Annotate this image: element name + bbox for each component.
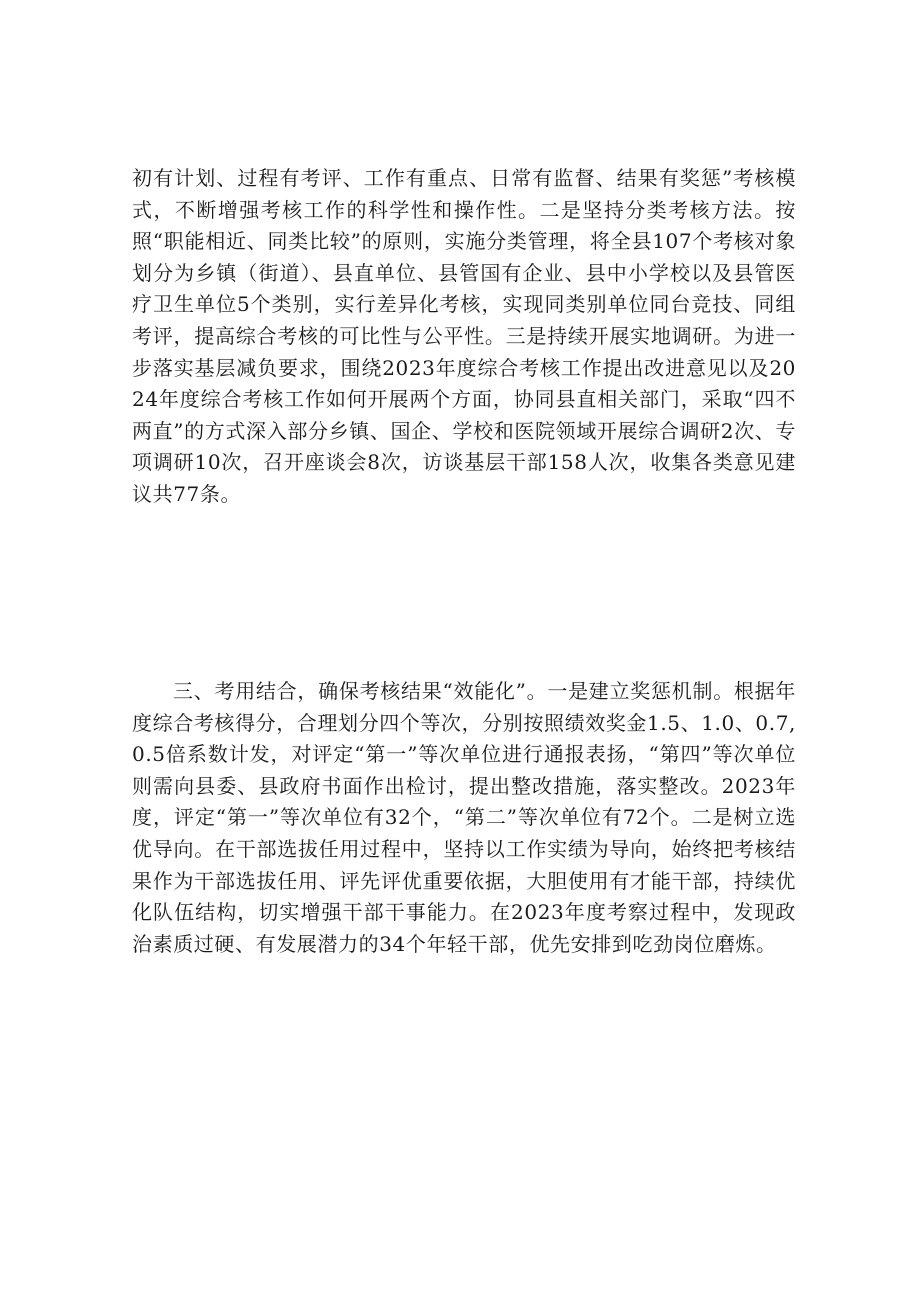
body-paragraph-2: 三、考用结合，确保考核结果“效能化”。一是建立奖惩机制。根据年度综合考核得分，合理划分四个等次，分别按照绩效奖金1.5、1.0、0.7,0.5倍系数计发，对评定“第一”等次单位进行通报表扬，“第四”等次单位则需向县委、县政府书面作出检讨，提出整改措施，落实整改。2023年度，评定“第一”等次单位有32个，“第二”等次单位有72个。二是树立选优导向。在干部选拔任用过程中，坚持以工作实绩为导向，始终把考核结果作为干部选拔任用、评先评优重要依据，大胆使用有才能干部，持续优化队伍结构，切实增强干部干事能力。在2023年度考察过程中，发现政治素质过硬、有发展潜力的34个年轻干部，优先安排到吃劲岗位磨炼。 [132,679,796,956]
body-paragraph-1: 初有计划、过程有考评、工作有重点、日常有监督、结果有奖惩”考核模式，不断增强考核工作的科学性和操作性。二是坚持分类考核方法。按照“职能相近、同类比较”的原则，实施分类管理，将全县107个考核对象划分为乡镇（街道）、县直单位、县管国有企业、县中小学校以及县管医疗卫生单位5个类别，实行差异化考核，实现同类别单位同台竞技、同组考评，提高综合考核的可比性与公平性。三是持续开展实地调研。为进一步落实基层减负要求，围绕2023年度综合考核工作提出改进意见以及2024年度综合考核工作如何开展两个方面，协同县直相关部门，采取“四不两直”的方式深入部分乡镇、国企、学校和医院领域开展综合调研2次、专项调研10次，召开座谈会8次，访谈基层干部158人次，收集各类意见建议共77条。 [132,166,796,506]
